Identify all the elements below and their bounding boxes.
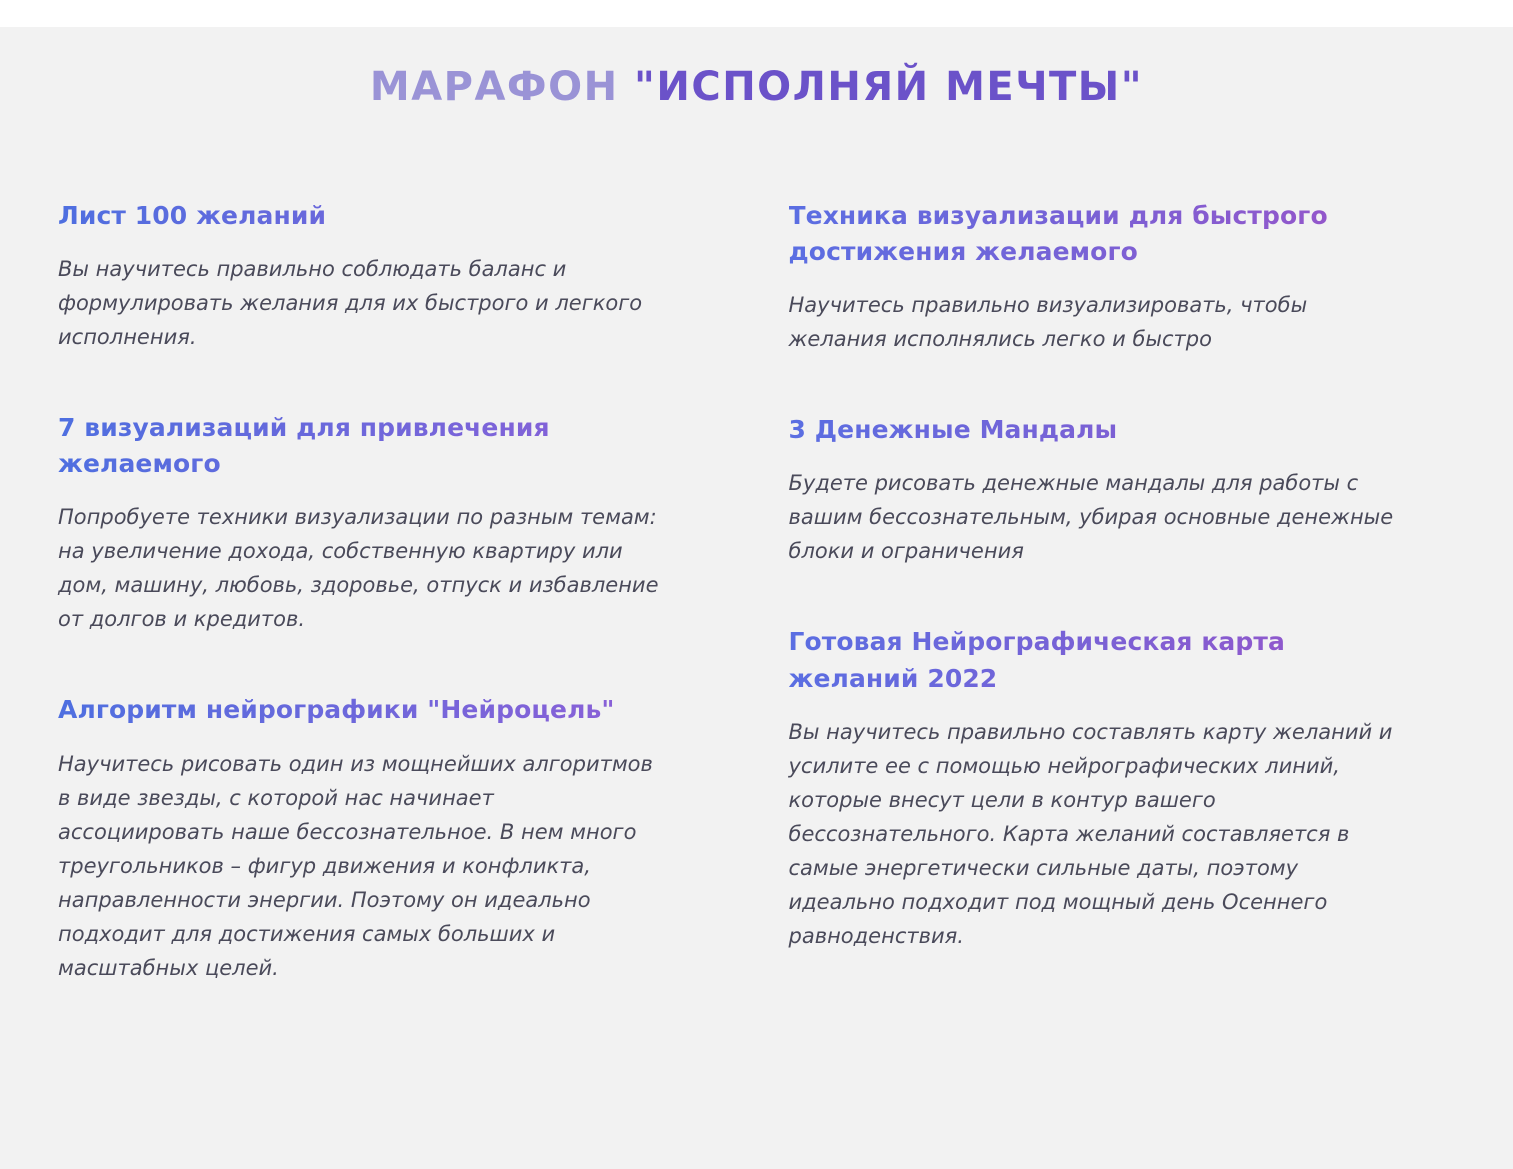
feature-card-body: Вы научитесь правильно соблюдать баланс и формулировать желания для их быстрого и легкого исполнения. [58, 256, 643, 349]
feature-card-body: Научитесь правильно визуализировать, чтобы желания исполнялись легко и быстро [788, 293, 1308, 352]
page-title-prefix: МАРАФОН [369, 63, 619, 110]
feature-card-title: Алгоритм нейрографики "Нейроцель" [58, 692, 667, 728]
page-title [0, 27, 1513, 111]
feature-card-neurograph-algorithm [58, 692, 667, 984]
feature-card-wishlist [58, 198, 667, 354]
feature-card-body: Научитесь рисовать один из мощнейших алгоритмов в виде звезды, с которой нас начинает ассоциировать наше бессознательное. В нем много треугольников – фигур движения и конфликта, направленности энергии. Поэтому он идеально подходит для достижения самых больших и масштабных целей. [58, 751, 653, 980]
feature-card-money-mandalas [789, 412, 1396, 568]
feature-card-title: Техника визуализации для быстрого достижения желаемого [789, 198, 1396, 271]
feature-card-title: 3 Денежные Мандалы [789, 412, 1396, 448]
right-column [757, 198, 1456, 985]
page-title-highlight: "ИСПОЛНЯЙ МЕЧТЫ" [634, 63, 1144, 110]
feature-card-body: Вы научитесь правильно составлять карту желаний и усилите ее с помощью нейрографических линий, которые внесут цели в контур вашего бессознательного. Карта желаний составляется в самые энергетически сильные даты, поэтому идеально подходит под мощный день Осеннего равноденствия. [788, 719, 1393, 949]
feature-card-title: Лист 100 желаний [58, 198, 667, 234]
feature-card-title: Готовая Нейрографическая карта желаний 2022 [789, 624, 1396, 697]
left-column [58, 198, 757, 985]
feature-card-title: 7 визуализаций для привлечения желаемого [58, 410, 667, 483]
feature-columns [0, 138, 1513, 985]
feature-card-visualization-technique [789, 198, 1396, 357]
feature-card-wish-map [789, 624, 1396, 953]
feature-card-body: Будете рисовать денежные мандалы для работы с вашим бессознательным, убирая основные денежные блоки и ограничения [788, 471, 1394, 564]
feature-card-visualizations [58, 410, 667, 637]
marathon-features-page [0, 27, 1513, 1169]
feature-card-body: Попробуете техники визуализации по разным темам: на увеличение дохода, собственную квартиру или дом, машину, любовь, здоровье, отпуск и избавление от долгов и кредитов. [58, 505, 659, 632]
